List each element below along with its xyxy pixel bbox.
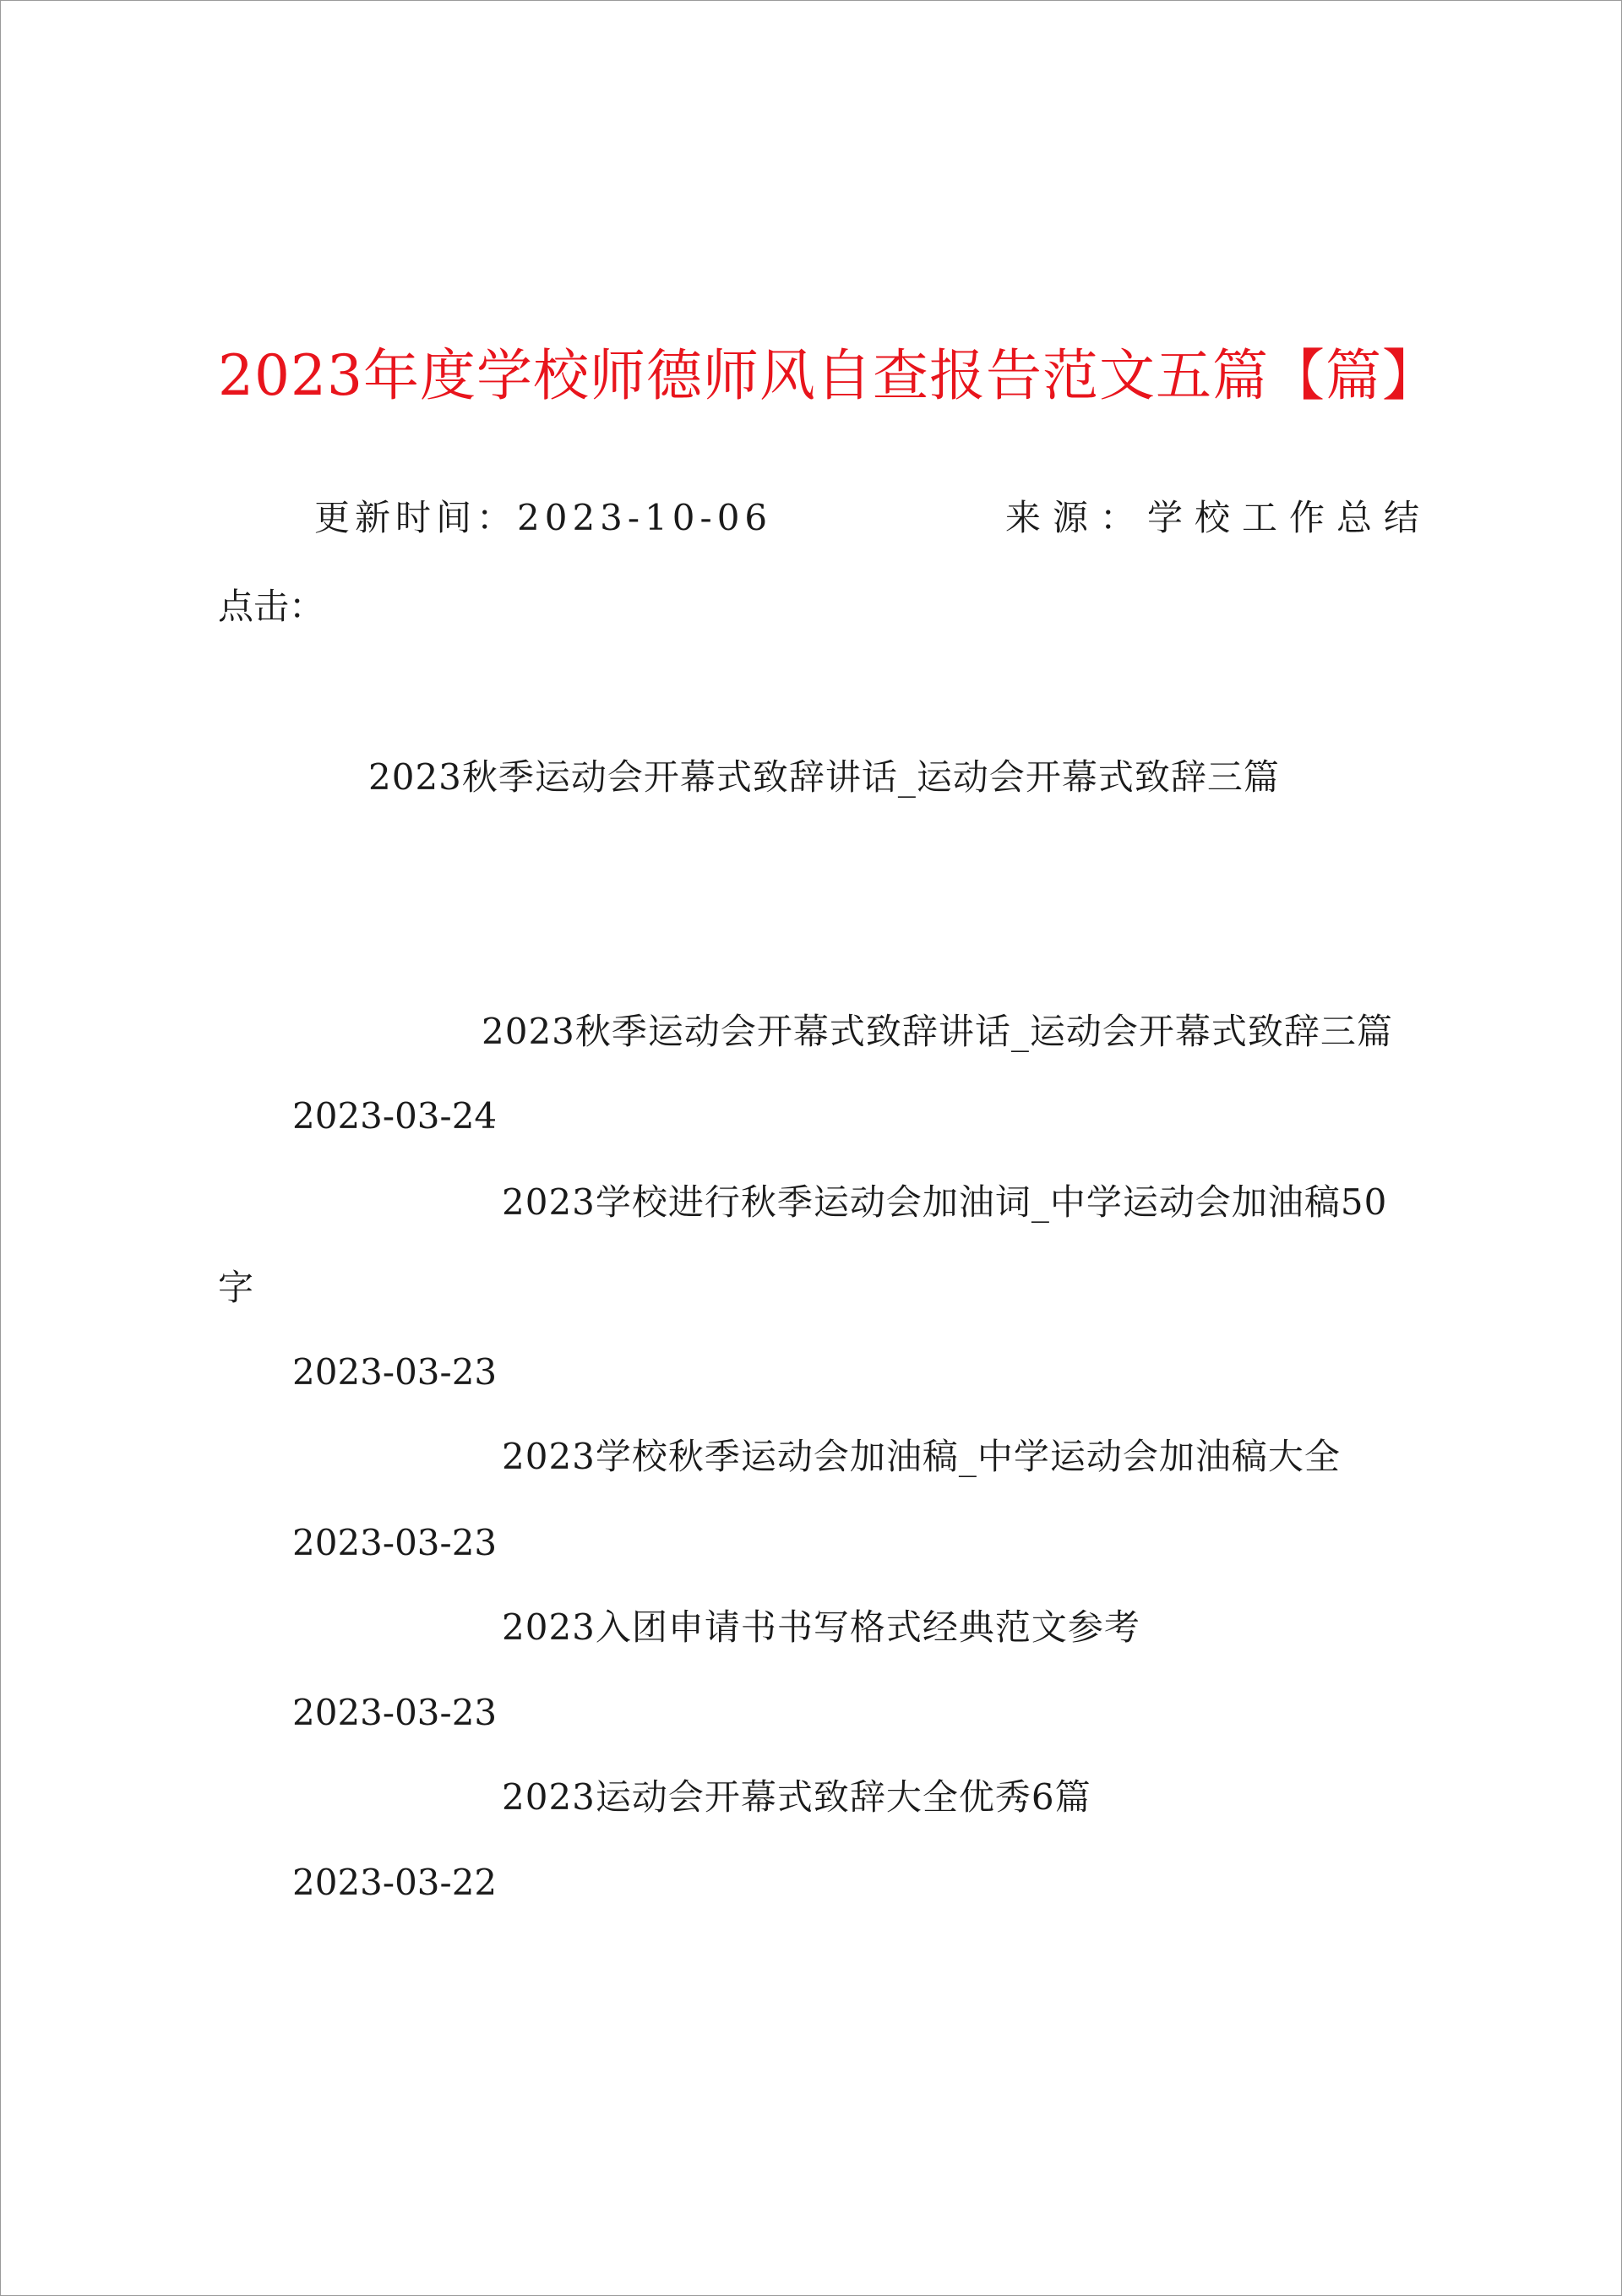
related-article-link[interactable]: 2023入团申请书书写格式经典范文参考 (502, 1606, 1140, 1648)
related-article-link[interactable]: 2023运动会开幕式致辞大全优秀6篇 (502, 1776, 1091, 1818)
related-article-date: 2023-03-24 (292, 1095, 498, 1137)
related-article-date: 2023-03-22 (292, 1862, 498, 1903)
related-article-link[interactable]: 2023秋季运动会开幕式致辞讲话_运动会开幕式致辞三篇 (482, 1011, 1393, 1052)
related-article-link[interactable]: 2023学校进行秋季运动会加油词_中学运动会加油稿50 (502, 1181, 1388, 1223)
click-label: 点击： (218, 586, 325, 627)
update-time: 更新时间：2023-10-06 (314, 497, 773, 538)
featured-article-link[interactable]: 2023秋季运动会开幕式致辞讲话_运动会开幕式致辞三篇 (368, 756, 1280, 798)
related-article-link-continuation[interactable]: 字 (218, 1267, 254, 1308)
related-article-date: 2023-03-23 (292, 1522, 498, 1563)
related-article-date: 2023-03-23 (292, 1351, 498, 1393)
related-article-date: 2023-03-23 (292, 1692, 498, 1733)
document-title: 2023年度学校师德师风自查报告范文五篇【篇】 (218, 343, 1439, 408)
related-article-link[interactable]: 2023学校秋季运动会加油稿_中学运动会加油稿大全 (502, 1436, 1341, 1477)
source-label: 来源：学校工作总结 (1005, 497, 1432, 538)
